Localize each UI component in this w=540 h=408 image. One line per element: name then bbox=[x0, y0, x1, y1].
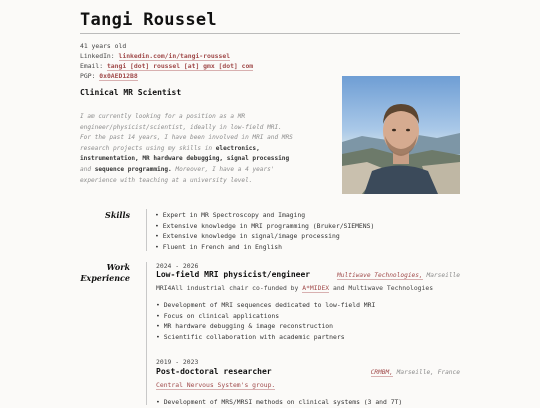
list-item: • Development of MRI sequences dedicated to low-field MRI bbox=[156, 300, 375, 311]
work-label-line2: Experience bbox=[80, 273, 130, 283]
list-item: • MR hardware debugging & image reconstruction bbox=[156, 321, 375, 332]
job-bullets bbox=[156, 300, 375, 342]
list-item: • Scientific collaboration with academic partners bbox=[156, 332, 375, 343]
job-subtitle: Clinical MR Scientist bbox=[80, 88, 182, 97]
job-title: Low-field MRI physicist/engineer bbox=[156, 270, 311, 279]
bio-outro: Moreover, I have a 4 years' experience with teaching at a university level. bbox=[80, 165, 275, 184]
pgp-label: PGP: bbox=[80, 72, 96, 80]
title-divider bbox=[80, 33, 460, 34]
skill-item: • Fluent in French and in English bbox=[155, 242, 374, 253]
portrait-image bbox=[342, 76, 460, 194]
pgp-row bbox=[80, 71, 253, 81]
bio-intro: I am currently looking for a position as a MR engineer/physicist/scientist, ideally in low-field MRI. For the past 14 years, I have been involved in MRI and MRS research projects using my skills in bbox=[80, 113, 293, 152]
org-place: Marseille, France bbox=[396, 369, 460, 376]
org-link[interactable]: CRMBM, bbox=[370, 369, 393, 376]
department-link[interactable]: Central Nervous System's group. bbox=[156, 381, 276, 389]
desc-pre: MRI4All industrial chair co-funded by bbox=[156, 284, 299, 292]
job-organization bbox=[371, 369, 460, 376]
email-row bbox=[80, 61, 253, 71]
org-place: Marseille bbox=[426, 272, 460, 279]
bio-and: and bbox=[80, 165, 92, 173]
work-label-line1: Work bbox=[106, 262, 130, 272]
linkedin-link[interactable]: linkedin.com/in/tangi-roussel bbox=[118, 52, 231, 60]
page-title: Tangi Roussel bbox=[80, 10, 217, 30]
job-description bbox=[156, 284, 433, 292]
amidex-link[interactable]: A*MIDEX bbox=[302, 284, 330, 292]
skills-divider bbox=[146, 209, 147, 251]
email-label: Email: bbox=[80, 62, 104, 70]
pgp-link[interactable]: 0x0AED12B8 bbox=[99, 72, 138, 80]
list-item: • Development of MRS/MRSI methods on clinical systems (3 and 7T) bbox=[156, 397, 402, 408]
linkedin-row bbox=[80, 51, 253, 61]
skills-list bbox=[155, 210, 374, 252]
job-bullets bbox=[156, 397, 402, 408]
bio-paragraph bbox=[80, 112, 295, 186]
skill-item: • Expert in MR Spectroscopy and Imaging bbox=[155, 210, 374, 221]
skills-section-label: Skills bbox=[105, 210, 130, 220]
bio-sequence: sequence programming. bbox=[94, 165, 172, 173]
age-text: 41 years old bbox=[80, 42, 127, 50]
job-organization bbox=[337, 272, 460, 279]
email-link[interactable]: tangi [dot] roussel [at] gmx [dot] com bbox=[106, 62, 254, 70]
job-dates: 2024 - 2026 bbox=[156, 262, 199, 270]
org-link[interactable]: Multiwave Technologies, bbox=[337, 272, 423, 279]
skill-item: • Extensive knowledge in signal/image processing bbox=[155, 231, 374, 242]
list-item: • Focus on clinical applications bbox=[156, 311, 375, 322]
desc-post: and Multiwave Technologies bbox=[333, 284, 434, 292]
linkedin-label: LinkedIn: bbox=[80, 52, 115, 60]
job-dates: 2019 - 2023 bbox=[156, 358, 199, 366]
skill-item: • Extensive knowledge in MRI programming (Bruker/SIEMENS) bbox=[155, 221, 374, 232]
contact-info bbox=[80, 41, 253, 81]
job-title: Post-doctoral researcher bbox=[156, 367, 272, 376]
work-divider bbox=[146, 262, 147, 405]
work-section-label bbox=[80, 262, 130, 284]
bio-skills: electronics, instrumentation, MR hardware debugging, signal processing bbox=[80, 144, 290, 163]
profile-photo bbox=[342, 76, 460, 194]
